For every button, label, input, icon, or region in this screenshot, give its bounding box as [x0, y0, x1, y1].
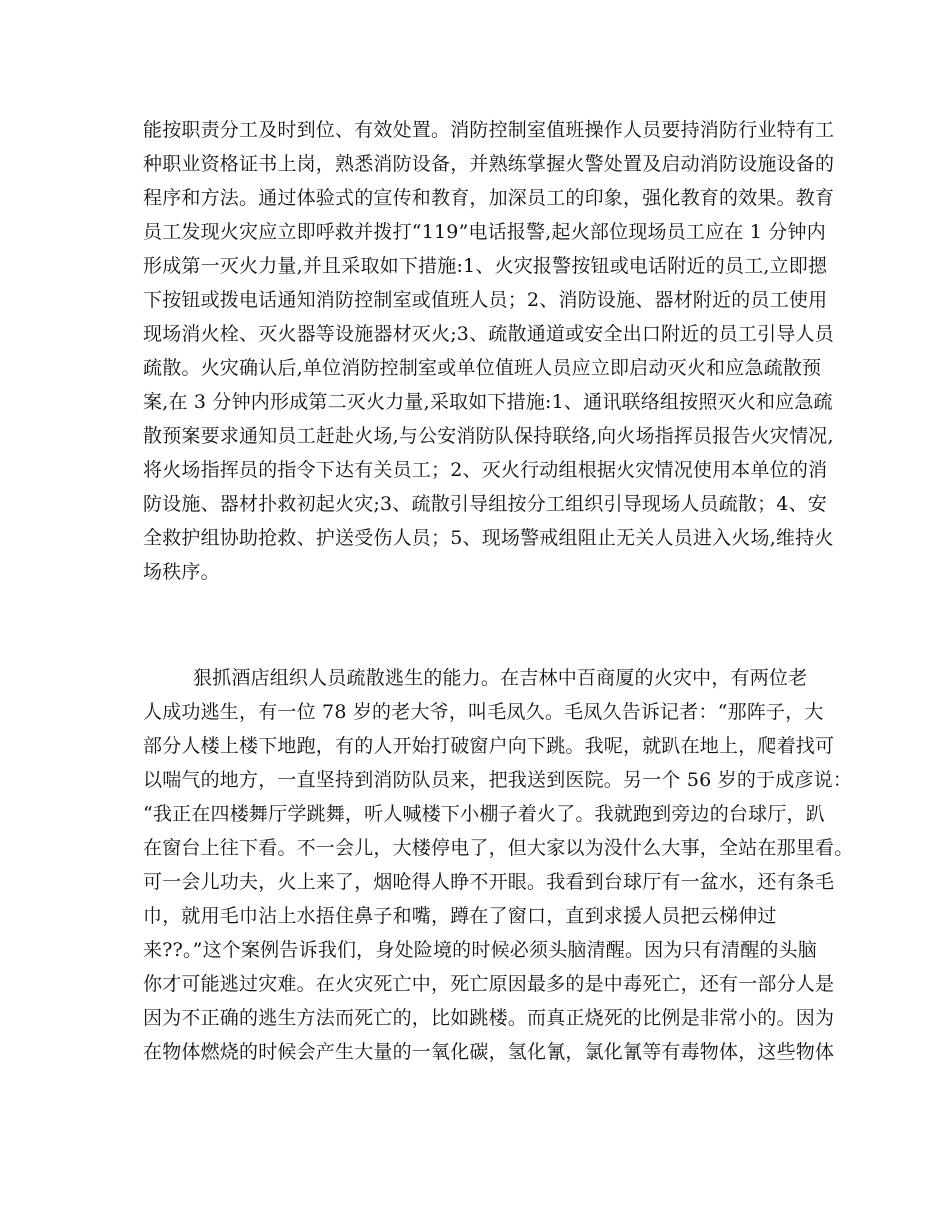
paragraph-emergency-response — [143, 113, 835, 589]
text-line: 现场消火栓、灭火器等设施器材灭火;3、疏散通道或安全出口附近的员工引导人员 — [143, 323, 834, 345]
text-line: 案,在 3 分钟内形成第二灭火力量,采取如下措施:1、通讯联络组按照灭火和应急疏 — [143, 391, 833, 413]
text-line: 散预案要求通知员工赶赴火场,与公安消防队保持联络,向火场指挥员报告火灾情况, — [143, 425, 834, 447]
text-line: 部分人楼上楼下地跑，有的人开始打破窗户向下跳。我呢，就趴在地上，爬着找可 — [143, 735, 835, 757]
text-line: 程序和方法。通过体验式的宣传和教育，加深员工的印象，强化教育的效果。教育 — [143, 187, 835, 209]
text-line: 来??。”这个案例告诉我们，身处险境的时候必须头脑清醒。因为只有清醒的头脑 — [143, 939, 817, 961]
text-line: 在窗台上往下看。不一会儿，大楼停电了，但大家以为没什么大事，全站在那里看。 — [143, 837, 854, 859]
text-line: 你才可能逃过灾难。在火灾死亡中，死亡原因最多的是中毒死亡，还有一部分人是 — [143, 973, 835, 995]
text-line: 种职业资格证书上岗，熟悉消防设备，并熟练掌握火警处置及启动消防设施设备的 — [143, 153, 835, 175]
text-line: 全救护组协助抢救、护送受伤人员；5、现场警戒组阻止无关人员进入火场,维持火 — [143, 527, 834, 549]
text-line: 能按职责分工及时到位、有效处置。消防控制室值班操作人员要持消防行业特有工 — [143, 119, 835, 141]
text-line: 人成功逃生，有一位 78 岁的老大爷，叫毛凤久。毛凤久告诉记者：“那阵子，大 — [143, 701, 824, 723]
text-line: 可一会儿功夫，火上来了，烟呛得人睁不开眼。我看到台球厅有一盆水，还有条毛 — [143, 871, 835, 893]
text-line: 场秩序。 — [143, 561, 220, 583]
text-line: “我正在四楼舞厅学跳舞，听人喊楼下小棚子着火了。我就跑到旁边的台球厅，趴 — [143, 803, 825, 825]
paragraph-evacuation-ability — [143, 661, 854, 1069]
text-line: 巾，就用毛巾沾上水捂住鼻子和嘴，蹲在了窗口，直到求援人员把云梯伸过 — [143, 905, 777, 927]
text-line: 在物体燃烧的时候会产生大量的一氧化碳，氢化氰，氯化氰等有毒物体，这些物体 — [143, 1041, 835, 1063]
text-line: 将火场指挥员的指令下达有关员工；2、灭火行动组根据火灾情况使用本单位的消 — [143, 459, 828, 481]
text-line: 狠抓酒店组织人员疏散逃生的能力。在吉林中百商厦的火灾中，有两位老 — [143, 667, 808, 689]
text-line: 下按钮或拨电话通知消防控制室或值班人员；2、消防设施、器材附近的员工使用 — [143, 289, 828, 311]
text-line: 形成第一灭火力量,并且采取如下措施:1、火灾报警按钮或电话附近的员工,立即摁 — [143, 255, 828, 277]
text-line: 防设施、器材扑救初起火灾;3、疏散引导组按分工组织引导现场人员疏散；4、安 — [143, 493, 827, 515]
text-line: 员工发现火灾应立即呼救并拨打“119”电话报警,起火部位现场员工应在 1 分钟内 — [143, 221, 826, 243]
text-line: 以喘气的地方，一直坚持到消防队员来，把我送到医院。另一个 56 岁的于成彦说： — [143, 769, 853, 791]
text-line: 疏散。火灾确认后,单位消防控制室或单位值班人员应立即启动灭火和应急疏散预 — [143, 357, 822, 379]
text-line: 因为不正确的逃生方法而死亡的，比如跳楼。而真正烧死的比例是非常小的。因为 — [143, 1007, 835, 1029]
